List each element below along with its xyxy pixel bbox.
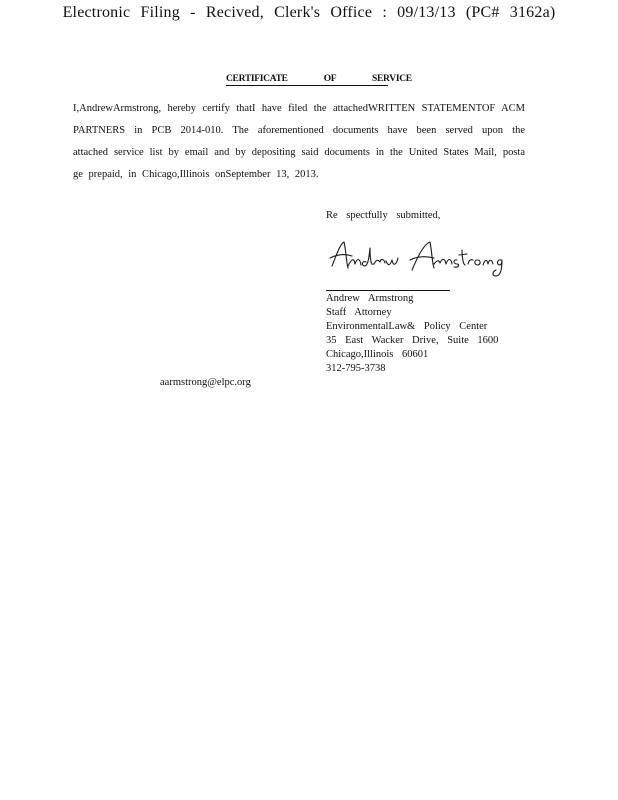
address-line-1: 35 East Wacker Drive, Suite 1600: [326, 335, 499, 346]
certificate-body: [73, 98, 525, 186]
address-line-2: Chicago,Illinois 60601: [326, 349, 429, 360]
signature-line: [326, 290, 450, 291]
signer-title: Staff Attorney: [326, 307, 392, 318]
email-address: aarmstrong@elpc.org: [160, 377, 251, 388]
filing-stamp-header: Electronic Filing - Recived, Clerk's Office : 09/13/13 (PC# 3162a): [62, 4, 556, 21]
signer-name: Andrew Armstrong: [326, 293, 414, 304]
closing-phrase: Re spectfully submitted,: [326, 210, 441, 221]
certificate-body-paragraph: I,AndrewArmstrong, hereby certify thatI have filed the attachedWRITTEN STATEMENTOF ACM PARTNERS in PCB 2014-010. The aforementioned documents have been served upon the attached service list by email and by depositing said documents in the United States Mail, posta ge prepaid, in Chicago,Illinois onSeptember 13, 2013.: [73, 103, 525, 180]
phone-number: 312-795-3738: [326, 363, 386, 374]
signature-block: [326, 292, 498, 376]
handwritten-signature: [326, 236, 506, 282]
signer-organization: EnvironmentalLaw& Policy Center: [326, 321, 488, 332]
certificate-title: CERTIFICATE OF SERVICE: [226, 74, 412, 84]
